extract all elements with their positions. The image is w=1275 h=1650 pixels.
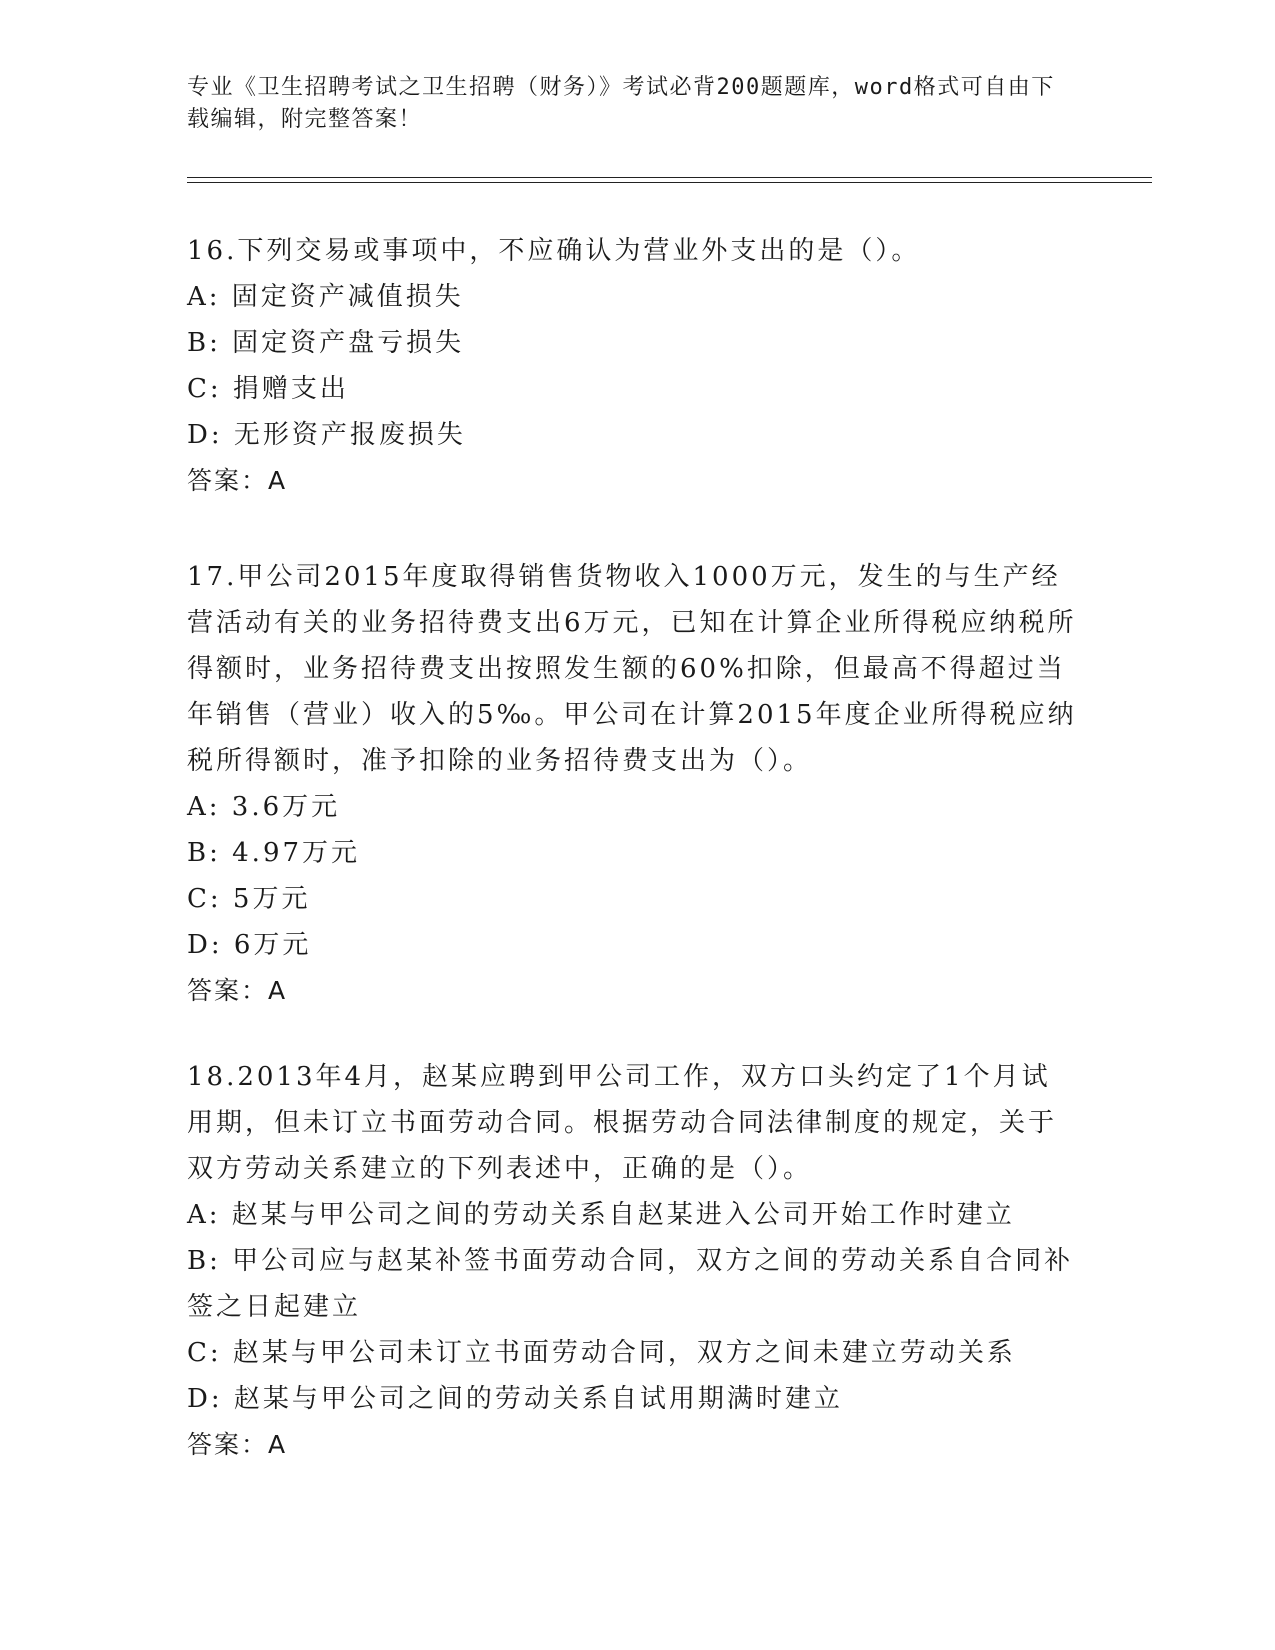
question-stem: 17.甲公司2015年度取得销售货物收入1000万元，发生的与生产经营活动有关的业务招待费支出6万元，已知在计算企业所得税应纳税所得额时，业务招待费支出按照发生额的60%扣除，但最高不得超过当年销售（营业）收入的5‰。甲公司在计算2015年度企业所得税应纳税所得额时，准予扣除的业务招待费支出为（）。 [187, 562, 1077, 776]
document-header: 专业《卫生招聘考试之卫生招聘（财务）》考试必背200题题库，word格式可自由下载编辑，附完整答案！ [187, 75, 1055, 132]
option-c: C: 5万元 [187, 884, 311, 914]
answer: 答案：A [187, 1430, 288, 1459]
option-d: D: 无形资产报废损失 [187, 420, 466, 450]
option-a: A: 赵某与甲公司之间的劳动关系自赵某进入公司开始工作时建立 [187, 1200, 1015, 1230]
question-16 [187, 228, 1077, 504]
option-b: B: 4.97万元 [187, 838, 361, 868]
option-c: C: 赵某与甲公司未订立书面劳动合同，双方之间未建立劳动关系 [187, 1338, 1016, 1368]
option-b: B: 甲公司应与赵某补签书面劳动合同，双方之间的劳动关系自合同补签之日起建立 [187, 1246, 1074, 1322]
question-17 [187, 554, 1077, 1014]
answer: 答案：A [187, 466, 288, 495]
header-divider-bottom [187, 182, 1152, 183]
question-stem: 18.2013年4月，赵某应聘到甲公司工作，双方口头约定了1个月试用期，但未订立书面劳动合同。根据劳动合同法律制度的规定，关于双方劳动关系建立的下列表述中，正确的是（）。 [187, 1062, 1058, 1184]
question-stem: 16.下列交易或事项中，不应确认为营业外支出的是（）。 [187, 236, 921, 266]
header-divider-top [187, 177, 1152, 178]
option-a: A: 固定资产减值损失 [187, 282, 464, 312]
option-a: A: 3.6万元 [187, 792, 341, 822]
answer: 答案：A [187, 976, 288, 1005]
option-c: C: 捐赠支出 [187, 374, 349, 404]
option-d: D: 6万元 [187, 930, 312, 960]
option-d: D: 赵某与甲公司之间的劳动关系自试用期满时建立 [187, 1384, 843, 1414]
question-18 [187, 1054, 1077, 1468]
option-b: B: 固定资产盘亏损失 [187, 328, 465, 358]
